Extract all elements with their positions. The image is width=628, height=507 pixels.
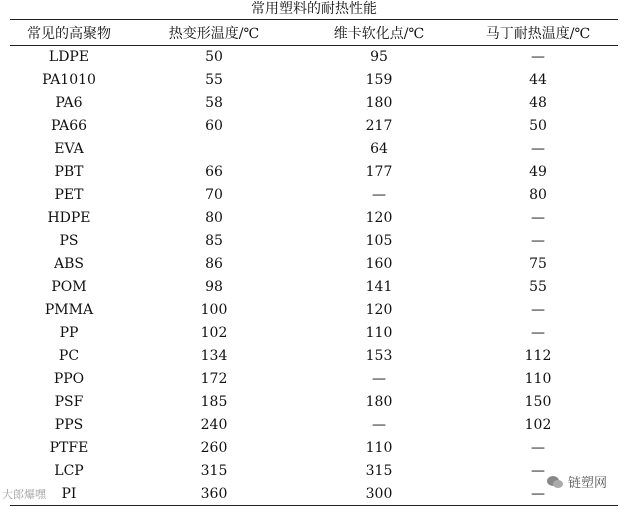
header-heat-deflection: 热变形温度/℃ — [128, 20, 300, 46]
header-vicat: 维卡软化点/℃ — [300, 20, 458, 46]
vicat-cell: — — [372, 417, 386, 433]
martens-cell: — — [531, 325, 545, 341]
vicat-cell: 120 — [365, 302, 393, 318]
table-row — [10, 115, 618, 138]
polymer-cell: ABS — [54, 256, 84, 272]
vicat-cell: 180 — [365, 95, 393, 111]
vicat-cell: 315 — [365, 463, 393, 479]
heat-deflection-cell: 98 — [205, 279, 223, 295]
polymer-cell: PA6 — [55, 95, 83, 111]
vicat-cell: 160 — [365, 256, 393, 272]
martens-cell: 48 — [529, 95, 547, 111]
polymer-cell: HDPE — [47, 210, 91, 226]
martens-cell: — — [531, 302, 545, 318]
martens-cell: 102 — [524, 417, 552, 433]
polymer-cell: EVA — [54, 141, 84, 157]
vicat-cell: 95 — [370, 49, 388, 66]
table-row — [10, 138, 618, 161]
heat-deflection-cell: 60 — [205, 118, 223, 134]
table-row — [10, 460, 618, 483]
vicat-cell: 177 — [365, 164, 393, 180]
martens-cell: — — [531, 210, 545, 226]
heat-deflection-cell: 185 — [200, 394, 228, 410]
header-row — [10, 20, 618, 46]
heat-deflection-cell: 50 — [205, 49, 223, 66]
martens-cell: — — [531, 233, 545, 249]
table-row — [10, 345, 618, 368]
heat-deflection-cell: 260 — [200, 440, 228, 456]
table-row — [10, 207, 618, 230]
polymer-cell: PI — [10, 483, 128, 506]
table-row — [10, 437, 618, 460]
heat-deflection-cell: 70 — [205, 187, 223, 203]
martens-cell: 50 — [529, 118, 547, 134]
vicat-cell: 141 — [365, 279, 393, 295]
vicat-cell: 105 — [365, 233, 393, 249]
watermark-right — [546, 472, 607, 491]
polymer-cell: POM — [51, 279, 87, 295]
martens-cell: — — [531, 141, 545, 157]
vicat-cell: 120 — [365, 210, 393, 226]
polymer-cell: PTFE — [49, 440, 89, 456]
vicat-cell: 159 — [365, 72, 393, 88]
table-row — [10, 483, 618, 506]
vicat-cell: 110 — [365, 440, 393, 456]
header-polymer: 常见的高聚物 — [10, 20, 128, 46]
watermark-right-text: 链塑网 — [568, 476, 608, 491]
polymer-cell: PS — [59, 233, 79, 249]
table-row — [10, 368, 618, 391]
table-row — [10, 253, 618, 276]
table-row — [10, 46, 618, 69]
martens-cell: 110 — [524, 371, 552, 387]
polymer-cell: PBT — [54, 164, 84, 180]
table-row — [10, 230, 618, 253]
header-martens: 马丁耐热温度/℃ — [458, 20, 618, 46]
martens-cell: 80 — [529, 187, 547, 203]
heat-deflection-cell: 55 — [205, 72, 223, 88]
heat-deflection-cell: 100 — [200, 302, 228, 318]
heat-deflection-cell: 172 — [200, 371, 228, 387]
wechat-icon — [546, 475, 564, 489]
polymer-cell: PMMA — [44, 302, 94, 318]
vicat-cell: — — [372, 187, 386, 203]
vicat-cell: 64 — [370, 141, 388, 157]
vicat-cell: 300 — [300, 483, 458, 506]
table-body — [10, 46, 618, 506]
martens-cell: 75 — [529, 256, 547, 272]
polymer-cell: LDPE — [48, 49, 90, 66]
table-row — [10, 391, 618, 414]
martens-cell: 55 — [529, 279, 547, 295]
polymer-cell: PA66 — [50, 118, 88, 134]
vicat-cell: 110 — [365, 325, 393, 341]
polymer-cell: PSF — [54, 394, 84, 410]
table-row — [10, 276, 618, 299]
polymer-cell: PP — [59, 325, 79, 341]
polymer-cell: PPO — [53, 371, 85, 387]
table-title: 常用塑料的耐热性能 — [251, 1, 377, 17]
polymer-cell: LCP — [54, 463, 84, 479]
polymer-cell: PA1010 — [42, 72, 96, 88]
heat-deflection-cell: 315 — [200, 463, 228, 479]
watermark-left: 大郎爆嘿 — [2, 488, 46, 501]
martens-cell: — — [531, 463, 545, 479]
martens-cell: — — [458, 483, 618, 506]
heat-deflection-cell: 85 — [205, 233, 223, 249]
heat-deflection-cell: 58 — [205, 95, 223, 111]
table-row — [10, 414, 618, 437]
vicat-cell: — — [372, 371, 386, 387]
polymer-cell: PET — [54, 187, 84, 203]
vicat-cell: 217 — [365, 118, 393, 134]
martens-cell: — — [531, 440, 545, 456]
martens-cell: — — [531, 49, 545, 66]
vicat-cell: 153 — [365, 348, 393, 364]
heat-deflection-cell: 66 — [205, 164, 223, 180]
martens-cell: 150 — [524, 394, 552, 410]
table-row — [10, 184, 618, 207]
heat-deflection-cell: 240 — [200, 417, 228, 433]
heat-deflection-cell: 134 — [200, 348, 228, 364]
heat-deflection-cell: 80 — [205, 210, 223, 226]
polymer-cell: PC — [58, 348, 80, 364]
heat-deflection-cell: 360 — [128, 483, 300, 506]
heat-resistance-table — [10, 19, 618, 506]
table-row — [10, 161, 618, 184]
table-row — [10, 69, 618, 92]
martens-cell: 49 — [529, 164, 547, 180]
table-row — [10, 299, 618, 322]
heat-deflection-cell — [128, 138, 300, 161]
heat-deflection-cell: 86 — [205, 256, 223, 272]
table-row — [10, 322, 618, 345]
martens-cell: 44 — [529, 72, 547, 88]
vicat-cell: 180 — [365, 394, 393, 410]
table-row — [10, 92, 618, 115]
polymer-cell: PPS — [54, 417, 84, 433]
heat-deflection-cell: 102 — [200, 325, 228, 341]
martens-cell: 112 — [524, 348, 552, 364]
